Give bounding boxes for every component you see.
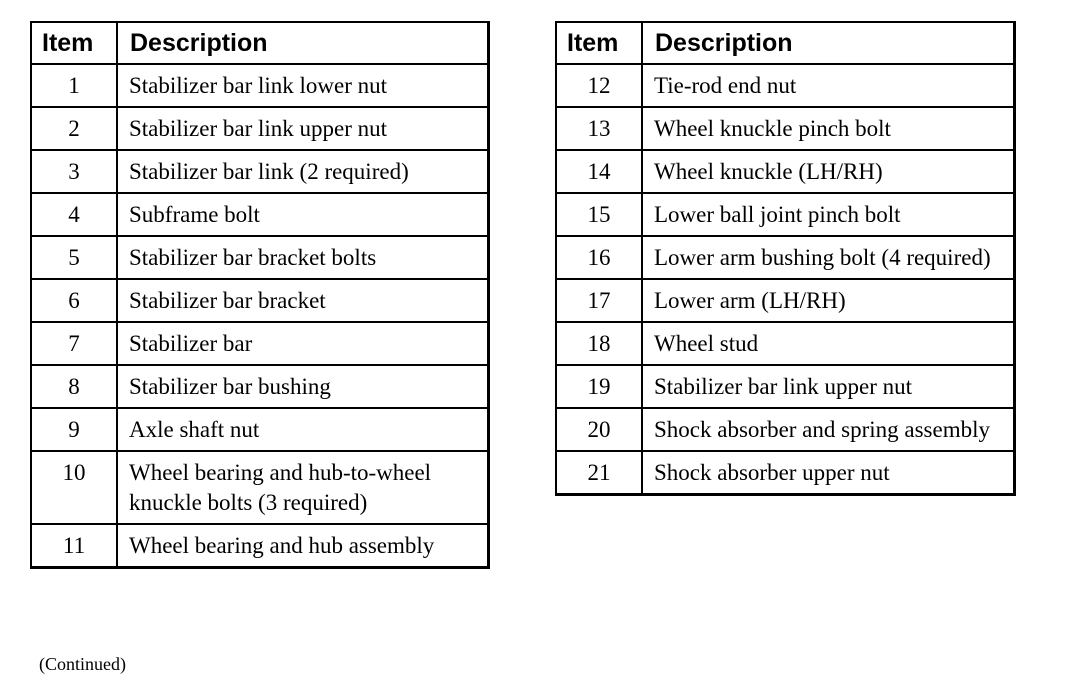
table-header-row	[556, 22, 1015, 64]
item-description: Subframe bolt	[117, 193, 489, 236]
item-number: 14	[556, 150, 642, 193]
table-row	[556, 279, 1015, 322]
table-row	[31, 322, 489, 365]
table-row	[31, 236, 489, 279]
table-row	[31, 193, 489, 236]
item-number: 8	[31, 365, 117, 408]
table-row	[556, 322, 1015, 365]
item-description: Stabilizer bar bracket	[117, 279, 489, 322]
table-row	[556, 365, 1015, 408]
item-number: 1	[31, 64, 117, 107]
table-header-row	[31, 22, 489, 64]
item-description: Wheel bearing and hub assembly	[117, 524, 489, 568]
item-description: Lower arm bushing bolt (4 required)	[642, 236, 1015, 279]
item-number: 17	[556, 279, 642, 322]
table-row	[556, 236, 1015, 279]
item-number: 19	[556, 365, 642, 408]
item-description: Stabilizer bar	[117, 322, 489, 365]
item-number: 5	[31, 236, 117, 279]
item-number: 20	[556, 408, 642, 451]
table-row	[31, 279, 489, 322]
item-number: 12	[556, 64, 642, 107]
item-number: 4	[31, 193, 117, 236]
item-description: Stabilizer bar link upper nut	[642, 365, 1015, 408]
item-number: 13	[556, 107, 642, 150]
description-column-header: Description	[117, 22, 489, 64]
table-row	[31, 365, 489, 408]
item-number: 11	[31, 524, 117, 568]
table-row	[556, 64, 1015, 107]
item-description: Stabilizer bar bushing	[117, 365, 489, 408]
table-row	[31, 64, 489, 107]
item-description: Lower arm (LH/RH)	[642, 279, 1015, 322]
item-description: Shock absorber and spring assembly	[642, 408, 1015, 451]
item-description: Lower ball joint pinch bolt	[642, 193, 1015, 236]
item-description: Stabilizer bar link (2 required)	[117, 150, 489, 193]
table-row	[556, 193, 1015, 236]
parts-table-left	[30, 21, 490, 569]
item-description: Wheel stud	[642, 322, 1015, 365]
item-number: 16	[556, 236, 642, 279]
item-description: Wheel knuckle pinch bolt	[642, 107, 1015, 150]
continued-note: (Continued)	[39, 654, 126, 674]
parts-table-right	[555, 21, 1016, 496]
item-number: 21	[556, 451, 642, 495]
item-column-header: Item	[31, 22, 117, 64]
parts-table-left-body	[31, 64, 489, 568]
parts-table-right-body	[556, 64, 1015, 495]
item-description: Wheel bearing and hub-to-wheel knuckle bolts (3 required)	[117, 451, 489, 524]
item-number: 15	[556, 193, 642, 236]
item-number: 10	[31, 451, 117, 524]
item-description: Stabilizer bar link lower nut	[117, 64, 489, 107]
table-row	[31, 451, 489, 524]
item-number: 2	[31, 107, 117, 150]
table-row	[31, 408, 489, 451]
item-number: 9	[31, 408, 117, 451]
table-row	[556, 451, 1015, 495]
item-number: 3	[31, 150, 117, 193]
item-description: Stabilizer bar bracket bolts	[117, 236, 489, 279]
table-row	[31, 150, 489, 193]
table-row	[556, 150, 1015, 193]
item-description: Stabilizer bar link upper nut	[117, 107, 489, 150]
item-number: 7	[31, 322, 117, 365]
item-number: 18	[556, 322, 642, 365]
description-column-header: Description	[642, 22, 1015, 64]
item-description: Shock absorber upper nut	[642, 451, 1015, 495]
item-number: 6	[31, 279, 117, 322]
item-description: Wheel knuckle (LH/RH)	[642, 150, 1015, 193]
table-row	[556, 408, 1015, 451]
table-row	[31, 107, 489, 150]
table-row	[31, 524, 489, 568]
item-description: Axle shaft nut	[117, 408, 489, 451]
item-description: Tie-rod end nut	[642, 64, 1015, 107]
table-row	[556, 107, 1015, 150]
item-column-header: Item	[556, 22, 642, 64]
